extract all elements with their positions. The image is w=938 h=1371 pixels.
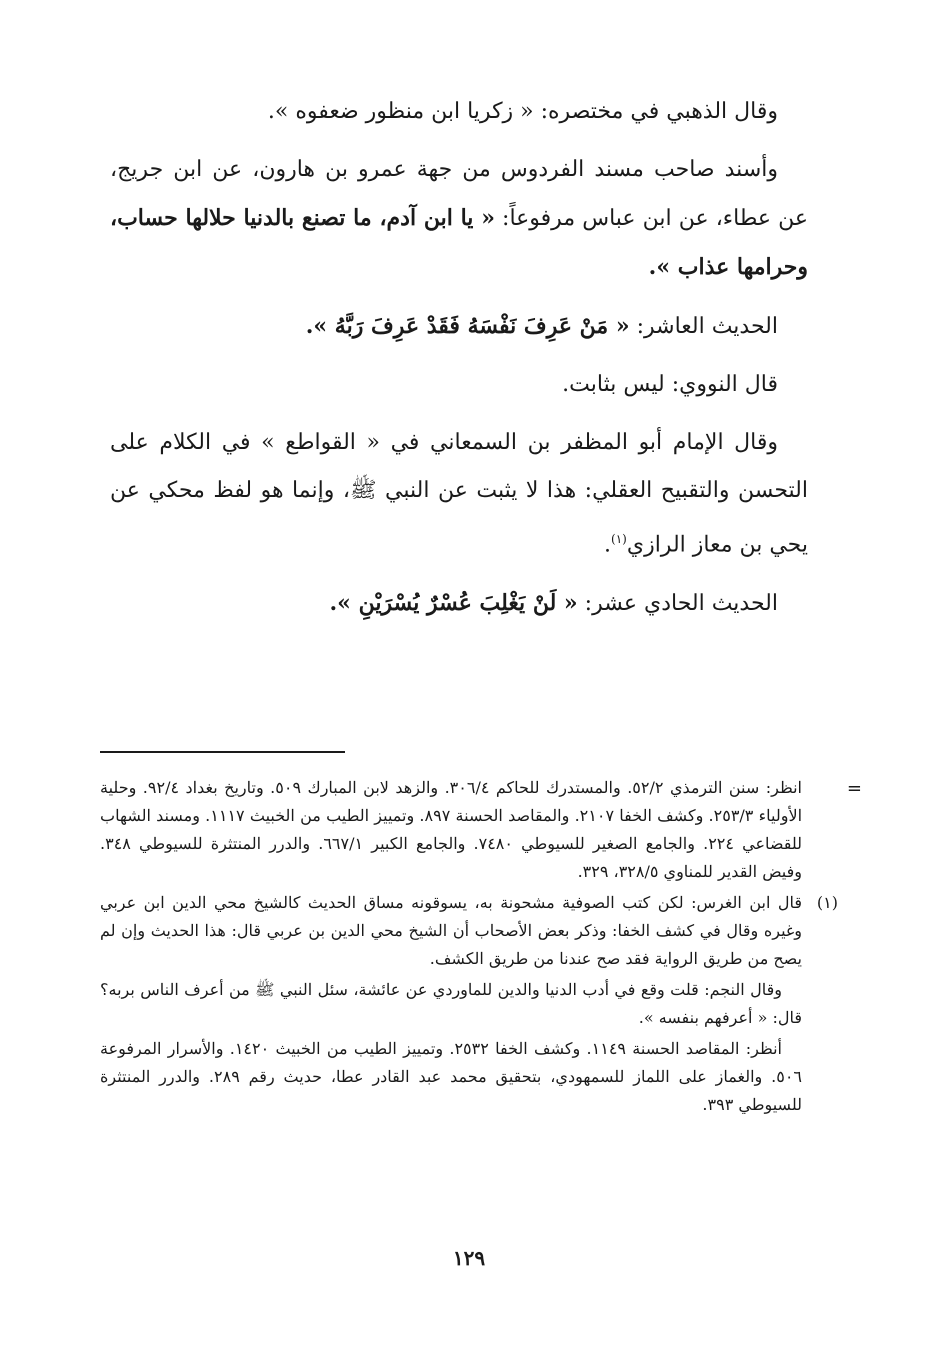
footnote-paragraph: قال ابن الغرس: لكن كتب الصوفية مشحونة به، يسوقونه مساق الحديث كالشيخ محي الدين ابن عربي وغيره وقال في كشف الخفا: وذكر بعض الأصحاب أن الشيخ محي الدين بن عربي قال: هذا الحديث وإن لم يصح من طريق الرواية فقد صح عندنا من طريق الكشف. <box>100 893 803 968</box>
footnote-number: (١) <box>816 893 838 912</box>
paragraph-text: وقال الذهبي في مختصره: « زكريا ابن منظور ضعفوه ». <box>267 99 778 124</box>
footnote-text <box>100 889 802 973</box>
footnote-1 <box>100 889 838 1119</box>
footnotes <box>100 774 838 1122</box>
hadith-quote: « يا ابن آدم، ما تصنع بالدنيا حلالها حساب، وحرامها عذاب ». <box>110 205 808 280</box>
footnote-text: انظر: سنن الترمذي ٥٢/٢. والمستدرك للحاكم ٣٠٦/٤. والزهد لابن المبارك ٥٠٩. وتاريخ بغداد ٩٢/٤. وحلية الأولياء ٢٥٣/٣. وكشف الخفا ٢١٠٧. والمقاصد الحسنة ٨٩٧. وتمييز الطيب من الخبيث ١١١٧. ومسند الشهاب للقضاعي ٢٢٤. والجامع الصغير للسيوطي ٧٤٨٠. والجامع الكبير ٦٦٧/١. والدرر المنتثرة للسيوطي ٣٤٨. وفيض القدير للمناوي ٣٢٨/٥، ٣٢٩. <box>100 778 803 881</box>
footnote-reference[interactable]: (١) <box>611 532 627 546</box>
hadith-heading: الحديث العاشر: <box>629 314 778 339</box>
page-number: ١٢٩ <box>452 1246 486 1270</box>
main-text <box>110 88 808 638</box>
hadith-heading: الحديث الحادي عشر: <box>577 591 778 617</box>
paragraph-hadith-11 <box>110 579 808 628</box>
paragraph-samani <box>110 419 808 569</box>
paragraph-dhahabi <box>110 88 808 136</box>
footnote-separator <box>100 751 345 753</box>
footnote-text <box>100 976 802 1032</box>
footnote-paragraph: أنظر: المقاصد الحسنة ١١٤٩. وكشف الخفا ٢٥٣٢. وتمييز الطيب من الخبيث ١٤٢٠. والأسرار المرفوعة ٥٠٦. والغماز على اللماز للسمهودي، بتحقيق محمد عبد القادر عطا، حديث رقم ٢٨٩. والدرر المنتثرة للسيوطي ٣٩٣. <box>100 1039 803 1114</box>
continuation-mark: = <box>846 778 862 799</box>
paragraph-text: وأسند صاحب مسند الفردوس من جهة عمرو بن هارون، عن ابن جريج، عن عطاء، عن ابن عباس مرفوعاً: <box>110 157 808 231</box>
footnote-paragraph: وقال النجم: قلت وقع في أدب الدنيا والدين للماوردي عن عائشة، سئل النبي ﷺ من أعرف الناس بربه؟ قال: « أعرفهم بنفسه ». <box>100 980 802 1027</box>
footnote-continued <box>100 774 838 886</box>
paragraph-text: قال النووي: ليس بثابت. <box>562 372 778 397</box>
paragraph-nawawi <box>110 361 808 409</box>
paragraph-end: . <box>604 532 612 558</box>
paragraph-text: وقال الإمام أبو المظفر بن السمعاني في « القواطع » في الكلام على التحسن والتقبيح العقلي: هذا لا يثبت عن النبي ﷺ، وإنما هو لفظ محكي عن يحي بن معاز الرازي <box>110 430 808 558</box>
paragraph-hadith-10 <box>110 302 808 351</box>
hadith-quote: « مَنْ عَرِفَ نَفْسَهُ فَقَدْ عَرِفَ رَبَّهُ ». <box>305 313 630 339</box>
hadith-quote: « لَنْ يَغْلِبَ عُسْرٌ يُسْرَيْنِ ». <box>329 590 578 617</box>
footnote-text <box>100 1035 802 1119</box>
paragraph-firdaws <box>110 146 808 292</box>
